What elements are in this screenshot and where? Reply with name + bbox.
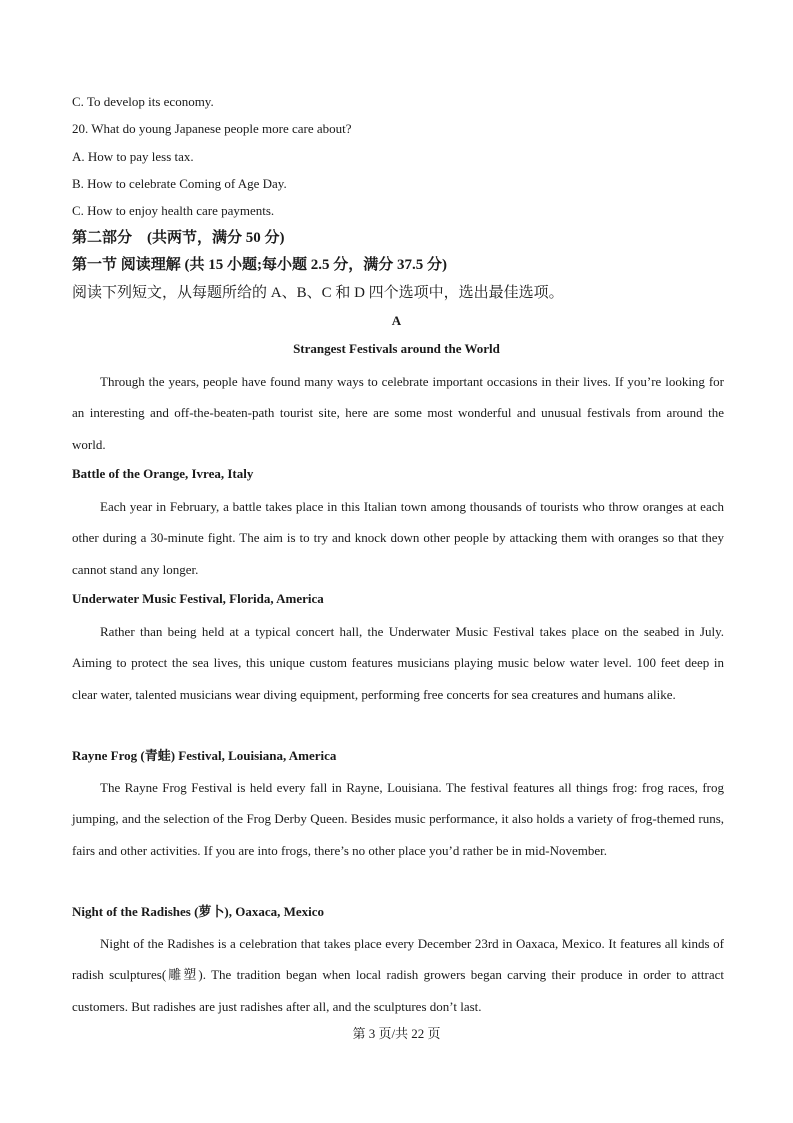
passage-title: Strangest Festivals around the World [293, 341, 500, 356]
option-line: B. How to celebrate Coming of Age Day. [72, 176, 287, 191]
question-line: 20. What do young Japanese people more care about? [72, 121, 352, 136]
festival-paragraph: Each year in February, a battle takes place in this Italian town among thousands of tourists who throw oranges at each other during a 30-minute fight. The aim is to try and knock down other people by attacking them with oranges so that they cannot stand any longer. [72, 499, 724, 577]
festival-heading: Underwater Music Festival, Florida, America [72, 591, 324, 606]
option-line: C. How to enjoy health care payments. [72, 203, 275, 218]
option-line: C. To develop its economy. [72, 94, 214, 109]
passage-letter: A [391, 313, 402, 328]
section-heading: 第一节 阅读理解 (共 15 小题;每小题 2.5 分，满分 37.5 分) [72, 257, 447, 273]
festival-heading: Rayne Frog (青蛙) Festival, Louisiana, America [72, 748, 337, 763]
option-line: A. How to pay less tax. [72, 149, 194, 164]
part-heading: 第二部分 (共两节，满分 50 分) [72, 230, 285, 246]
instruction-line: 阅读下列短文，从每题所给的 A、B、C 和 D 四个选项中，选出最佳选项。 [72, 285, 564, 301]
festival-paragraph: The Rayne Frog Festival is held every fall in Rayne, Louisiana. The festival features all things frog: frog races, frog jumping, and the selection of the Frog Derby Queen. Besides music performance, it also holds a variety of frog-themed runs, fairs and other activities. If you are into frogs, there’s no other place you’d rather be in mid-November. [72, 780, 724, 858]
festival-heading: Night of the Radishes (萝卜), Oaxaca, Mexico [72, 904, 325, 919]
festival-heading: Battle of the Orange, Ivrea, Italy [72, 466, 254, 481]
festival-paragraph: Rather than being held at a typical concert hall, the Underwater Music Festival takes place on the seabed in July. Aiming to protect the sea lives, this unique custom features musicians playing music below water level. 100 feet deep in clear water, talented musicians wear diving equipment, performing free concerts for sea creatures and humans alike. [72, 624, 724, 702]
intro-paragraph: Through the years, people have found many ways to celebrate important occasions in their lives. If you’re looking for an interesting and off-the-beaten-path tourist site, here are some most wonderful and unusual festivals from around the world. [72, 374, 724, 452]
festival-paragraph: Night of the Radishes is a celebration that takes place every December 23rd in Oaxaca, Mexico. It features all kinds of radish sculptures(雕塑). The tradition began when local radish growers began carving their produce in order to attract customers. But radishes are just radishes after all, and the sculptures don’t last. [72, 936, 724, 1014]
page-number: 第 3 页/共 22 页 [352, 1026, 441, 1041]
